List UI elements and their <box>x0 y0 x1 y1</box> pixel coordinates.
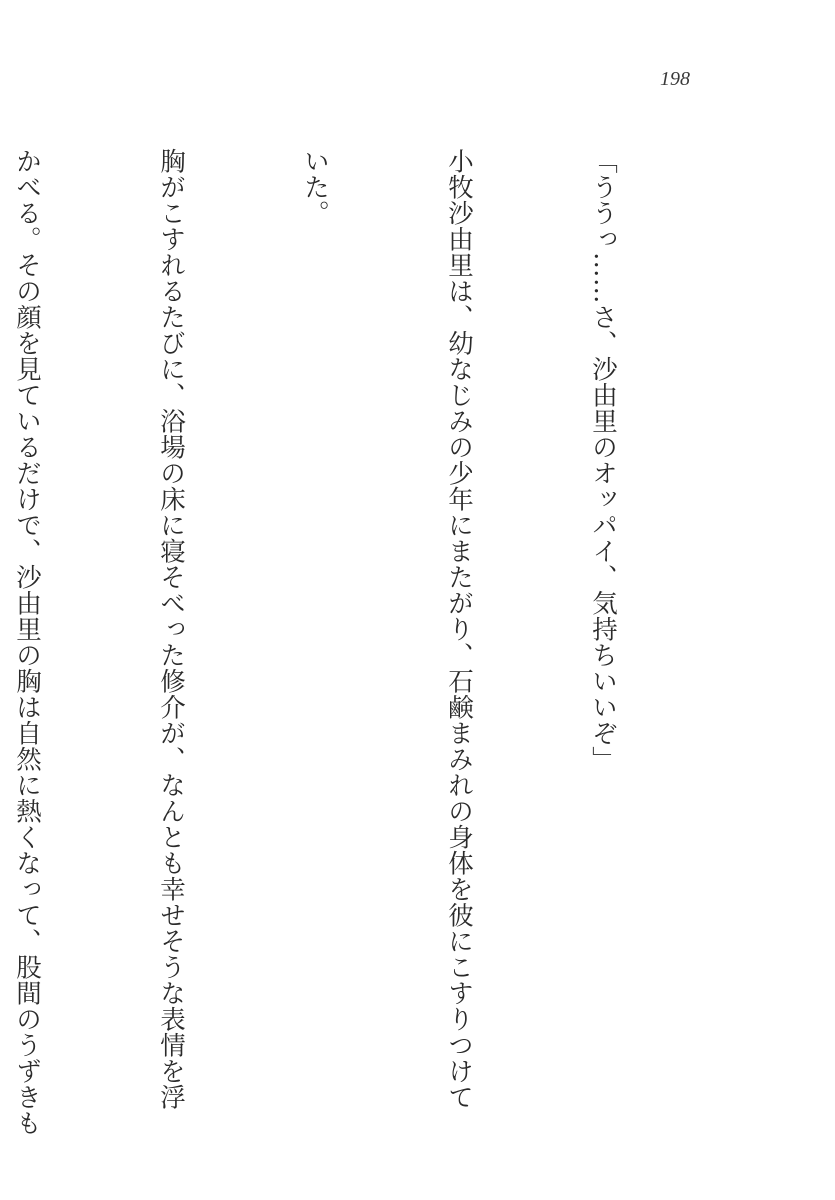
page-number: 198 <box>660 68 690 90</box>
text-line: かべる。その顔を見ているだけで、沙由里の胸は自然に熱くなって、股間のうずきも <box>12 148 42 1136</box>
vertical-text-body <box>0 148 723 1136</box>
text-line: いた。 <box>300 148 330 226</box>
text-line: 「ううっ……さ、沙由里のオッパイ、気持ちいいぞ」 <box>588 148 618 772</box>
text-line: 胸がこすれるたびに、浴場の床に寝そべった修介が、なんとも幸せそうな表情を浮 <box>156 148 186 1110</box>
text-line: 小牧沙由里は、幼なじみの少年にまたがり、石鹸まみれの身体を彼にこすりつけて <box>444 148 474 1110</box>
